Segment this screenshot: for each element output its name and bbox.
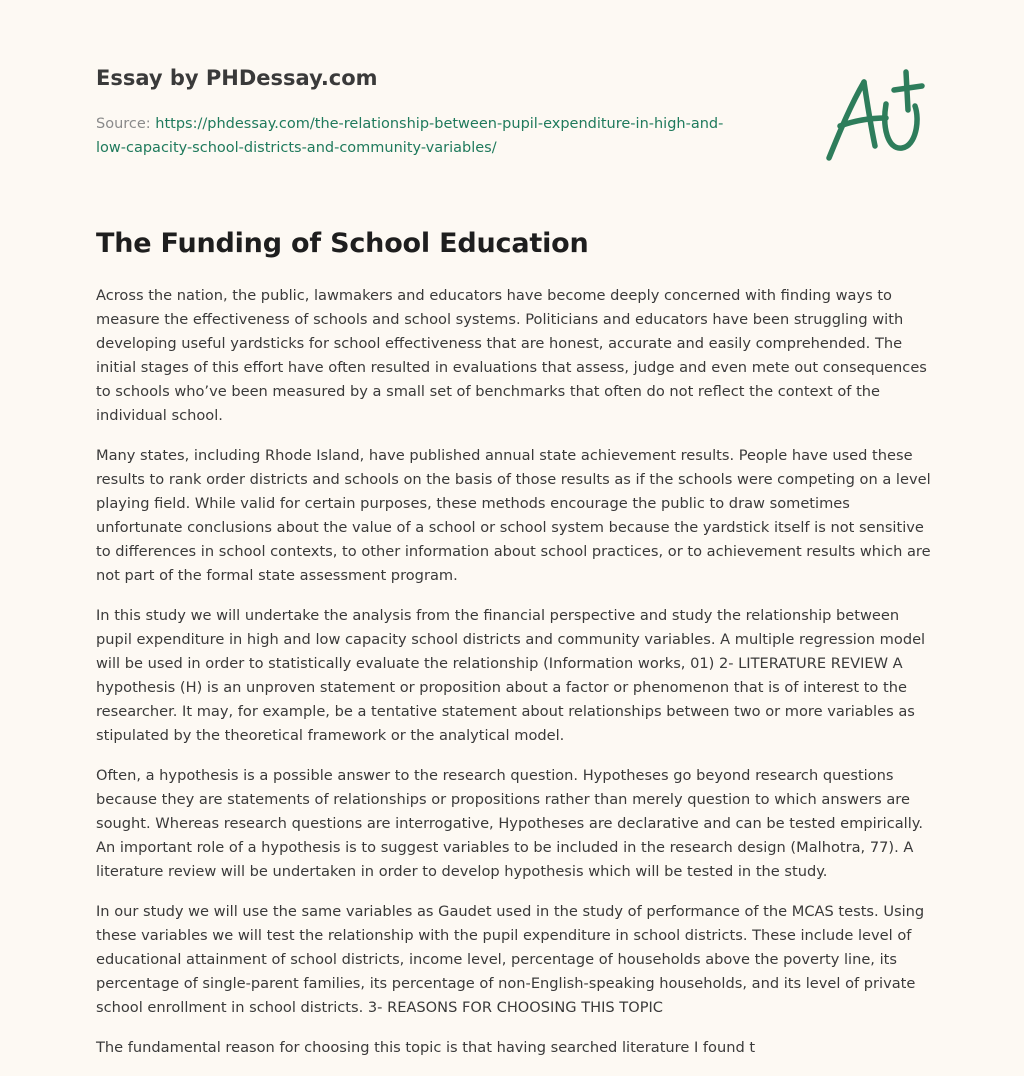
source-link-line-1: https://phdessay.com/the-relationship-between-pupil-expenditure-in-high-and- — [155, 116, 724, 132]
paragraph-3: In this study we will undertake the analysis from the financial perspective and study the relationship between pupil expenditure in high and low capacity school districts and community variables. A multiple regression model will be used in order to statistically evaluate the relationship (Information works, 01) 2- LITERATURE REVIEW A hypothesis (H) is an unproven statement or proposition about a factor or phenomenon that is of interest to the researcher. It may, for example, be a tentative statement about relationships between two or more variables as stipulated by the theoretical framework or the analytical model. — [96, 607, 926, 744]
paragraph-6: The fundamental reason for choosing this topic is that having searched literature I found t — [96, 1039, 756, 1056]
paragraph-1: Across the nation, the public, lawmakers and educators have become deeply concerned with finding ways to measure the effectiveness of schools and school systems. Politicians and educators have been struggling with developing useful yardsticks for school effectiveness that are honest, accurate and easily comprehended. The initial stages of this effort have often resulted in evaluations that assess, judge and even mete out consequences to schools who’ve been measured by a small set of benchmarks that often do not reflect the context of the individual school. — [96, 287, 927, 424]
site-title: Essay by PHDessay.com — [96, 66, 378, 90]
paragraph-2: Many states, including Rhode Island, have published annual state achievement results. People have used these results to rank order districts and schools on the basis of those results as if the schools were competing on a level playing field. While valid for certain purposes, these methods encourage the public to draw sometimes unfortunate conclusions about the value of a school or school system because the yardstick itself is not sensitive to differences in school contexts, to other information about school practices, or to achievement results which are not part of the formal state assessment program. — [96, 447, 931, 584]
source-link[interactable] — [96, 116, 723, 156]
source-line — [96, 112, 796, 160]
essay-body — [96, 284, 932, 1076]
a-plus-grade-icon — [820, 68, 930, 168]
paragraph-5: In our study we will use the same variables as Gaudet used in the study of performance of the MCAS tests. Using these variables we will test the relationship with the pupil expenditure in school districts. These include level of educational attainment of school districts, income level, percentage of households above the poverty line, its percentage of single-parent families, its percentage of non-English-speaking households, and its level of private school enrollment in school districts. 3- REASONS FOR CHOOSING THIS TOPIC — [96, 903, 925, 1016]
source-link-line-2: low-capacity-school-districts-and-community-variables/ — [96, 140, 497, 156]
paragraph-4: Often, a hypothesis is a possible answer to the research question. Hypotheses go beyond research questions because they are statements of relationships or propositions rather than merely question to which answers are sought. Whereas research questions are interrogative, Hypotheses are declarative and can be tested empirically. An important role of a hypothesis is to suggest variables to be included in the research design (Malhotra, 77). A literature review will be undertaken in order to develop hypothesis which will be tested in the study. — [96, 767, 923, 880]
essay-header — [96, 64, 796, 160]
source-label: Source: — [96, 116, 156, 132]
document-title: The Funding of School Education — [96, 228, 589, 259]
